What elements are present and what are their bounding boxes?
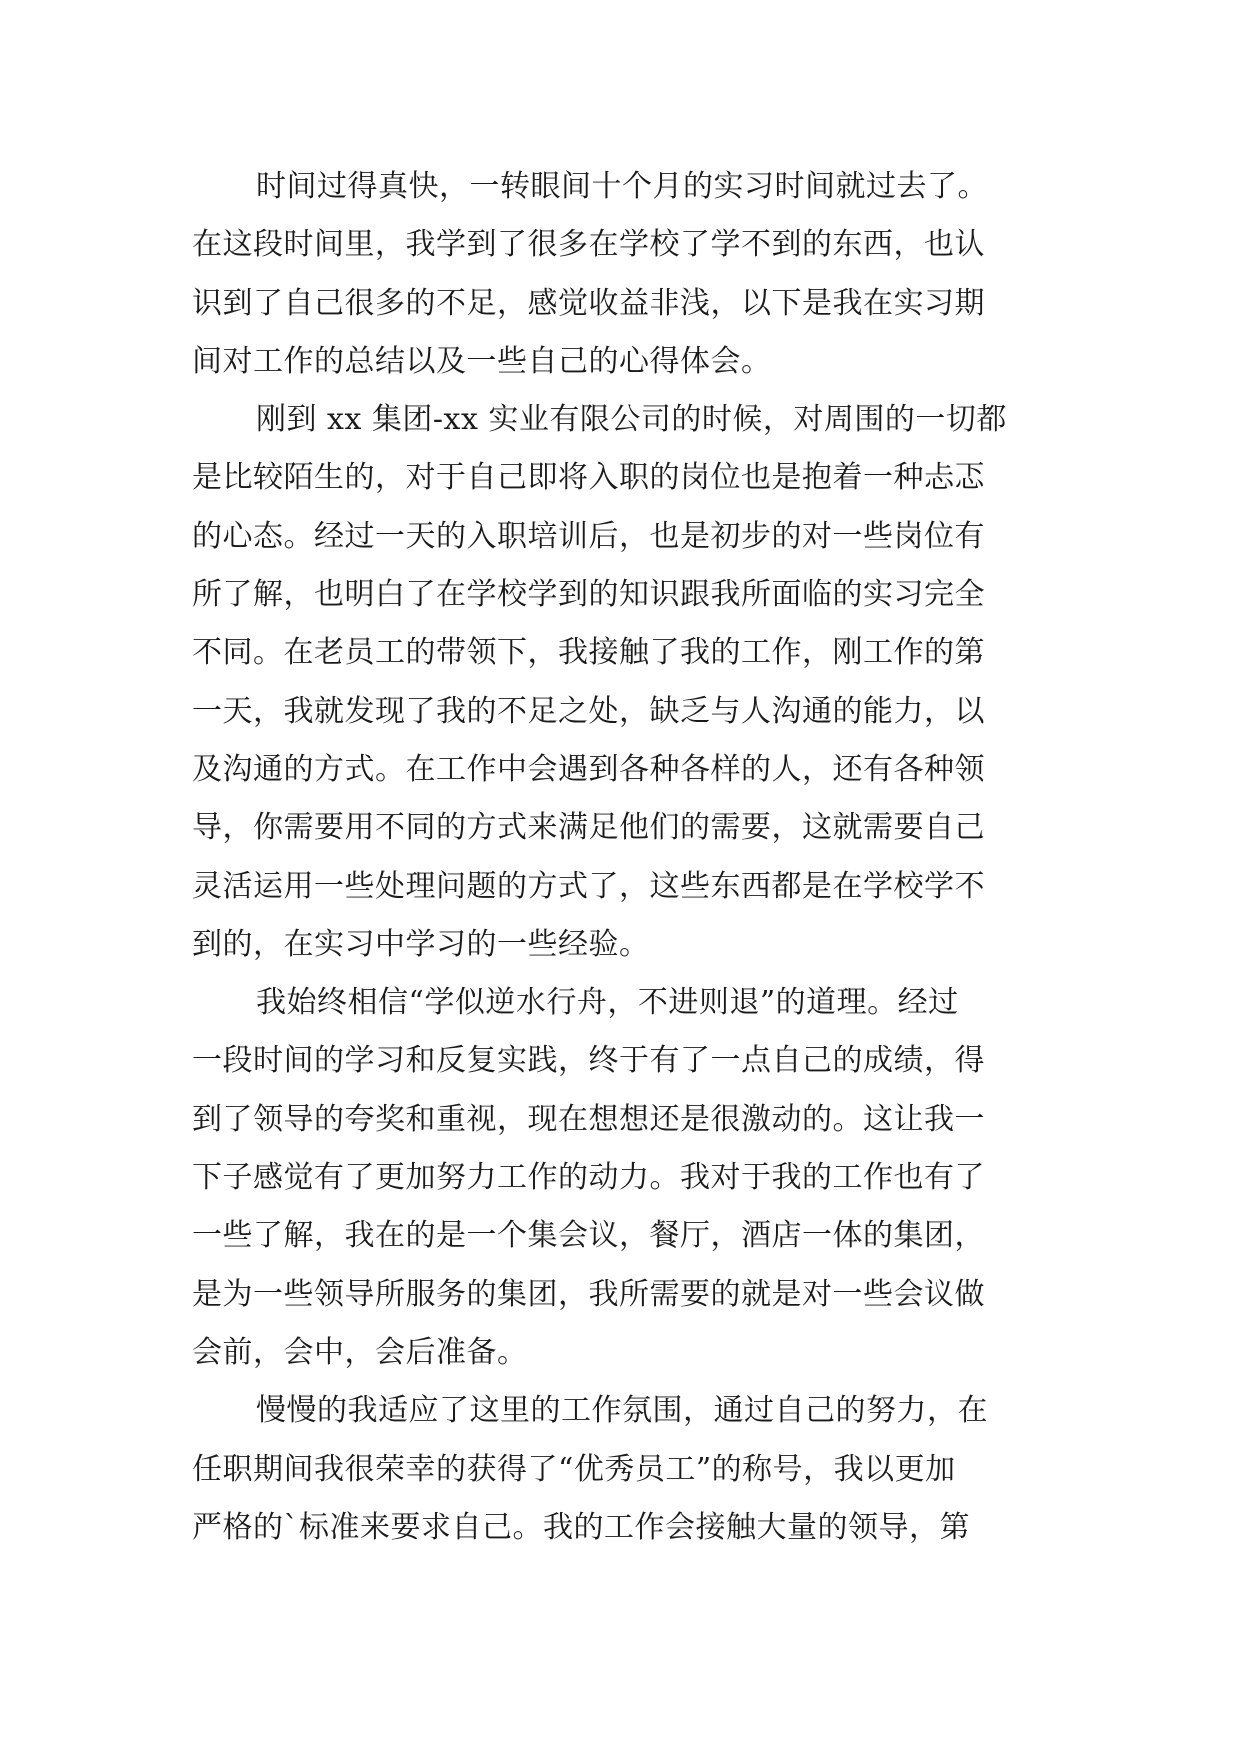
text-line: 慢慢的我适应了这里的工作氛围，通过自己的努力，在 bbox=[256, 1393, 988, 1429]
text-line: 不同。在老员工的带领下，我接触了我的工作，刚工作的第 bbox=[192, 635, 985, 671]
text-line: 是为一些领导所服务的集团，我所需要的就是对一些会议做 bbox=[192, 1276, 985, 1312]
text-line: 在这段时间里，我学到了很多在学校了学不到的东西，也认 bbox=[192, 227, 985, 263]
text-line: 间对工作的总结以及一些自己的心得体会。 bbox=[192, 343, 772, 379]
text-line: 到了领导的夸奖和重视，现在想想还是很激动的。这让我一 bbox=[192, 1101, 985, 1137]
text-line: 刚到 xx 集团-xx 实业有限公司的时候，对周围的一切都 bbox=[256, 402, 1007, 438]
text-line: 所了解，也明白了在学校学到的知识跟我所面临的实习完全 bbox=[192, 577, 985, 613]
text-line: 一些了解，我在的是一个集会议，餐厅，酒店一体的集团， bbox=[192, 1218, 985, 1254]
text-line: 一天，我就发现了我的不足之处，缺乏与人沟通的能力，以 bbox=[192, 693, 985, 729]
text-line: 识到了自己很多的不足，感觉收益非浅，以下是我在实习期 bbox=[192, 285, 985, 321]
text-line: 会前，会中，会后准备。 bbox=[192, 1334, 528, 1370]
text-line: 时间过得真快，一转眼间十个月的实习时间就过去了。 bbox=[256, 169, 988, 204]
text-line: 导，你需要用不同的方式来满足他们的需要，这就需要自己 bbox=[192, 810, 985, 846]
text-line: 我始终相信“学似逆水行舟，不进则退”的道理。经过 bbox=[256, 985, 959, 1021]
text-line: 是比较陌生的，对于自己即将入职的岗位也是抱着一种忐忑 bbox=[192, 460, 985, 496]
text-line: 的心态。经过一天的入职培训后，也是初步的对一些岗位有 bbox=[192, 518, 985, 554]
text-line: 严格的`标准来要求自己。我的工作会接触大量的领导，第 bbox=[192, 1509, 970, 1545]
text-line: 及沟通的方式。在工作中会遇到各种各样的人，还有各种领 bbox=[192, 751, 985, 787]
body-text bbox=[192, 158, 1072, 1557]
text-line: 到的，在实习中学习的一些经验。 bbox=[192, 926, 650, 962]
text-line: 一段时间的学习和反复实践，终于有了一点自己的成绩，得 bbox=[192, 1043, 985, 1079]
text-line: 下子感觉有了更加努力工作的动力。我对于我的工作也有了 bbox=[192, 1160, 985, 1196]
text-line: 任职期间我很荣幸的获得了“优秀员工”的称号，我以更加 bbox=[192, 1451, 956, 1487]
text-line: 灵活运用一些处理问题的方式了，这些东西都是在学校学不 bbox=[192, 868, 985, 904]
